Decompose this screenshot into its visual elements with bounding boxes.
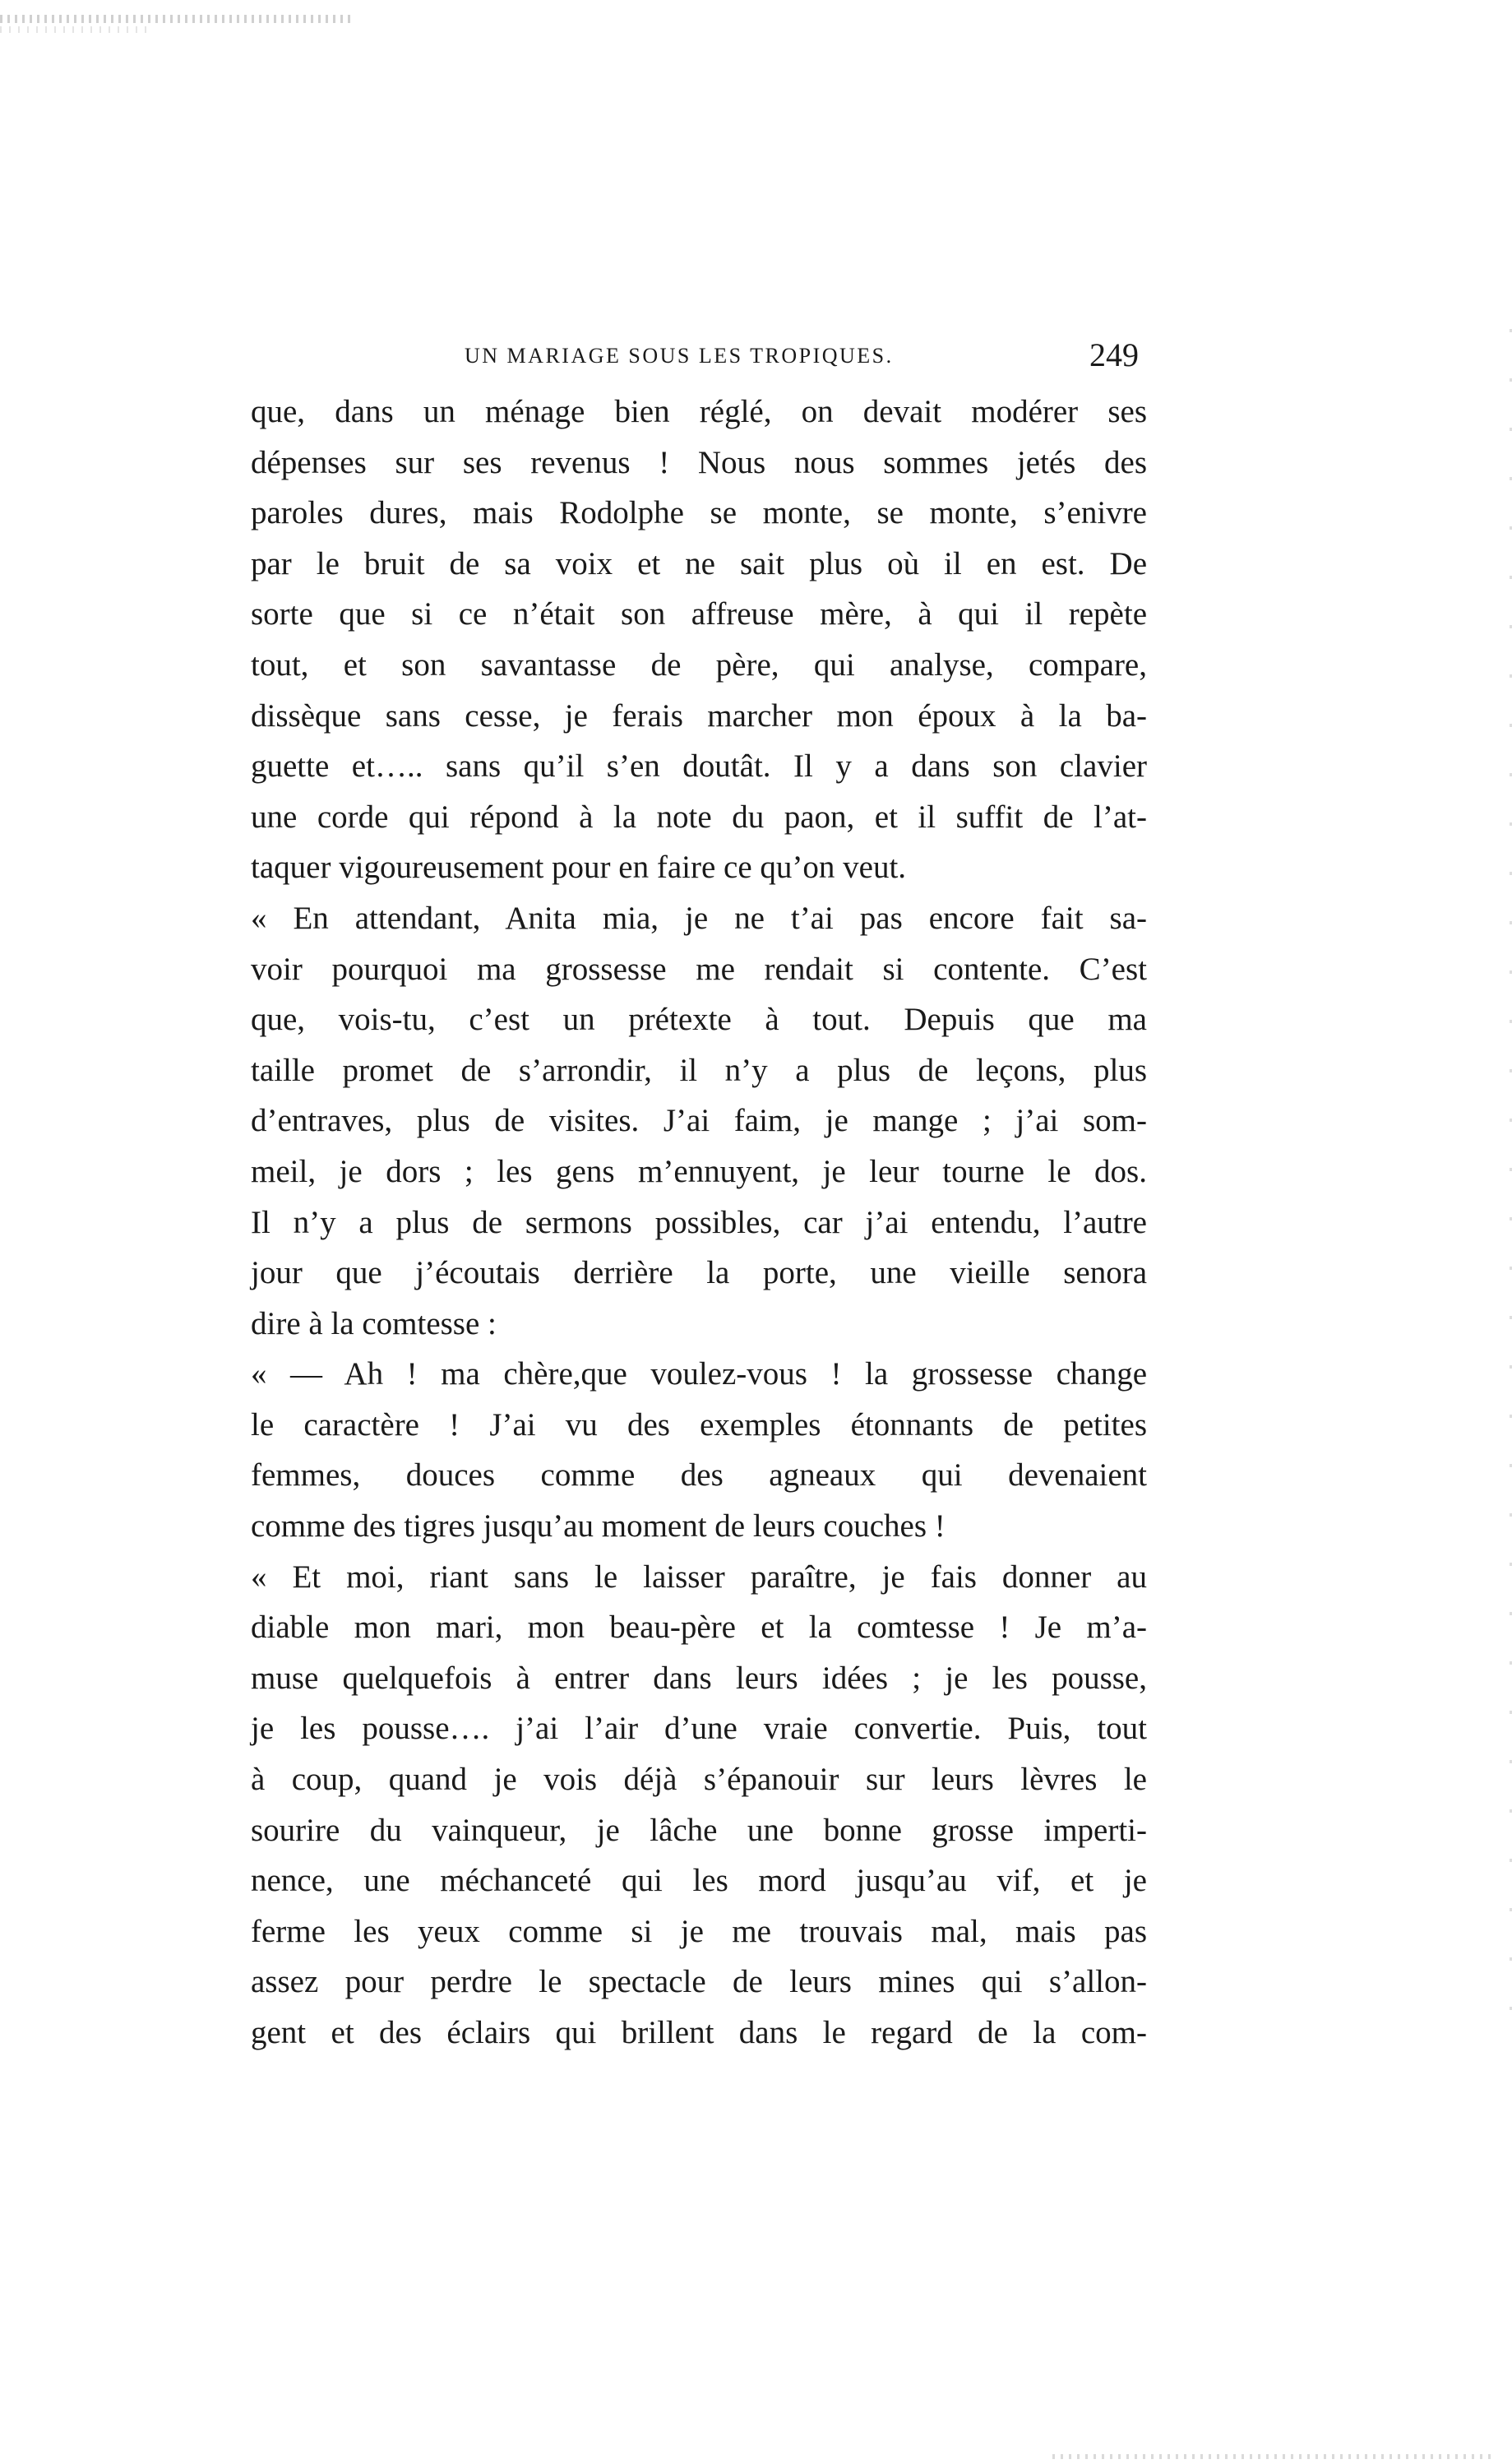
text-line: ferme les yeux comme si je me trouvais mal, mais pas xyxy=(251,1913,1147,1949)
text-line: taille promet de s’arrondir, il n’y a plus de leçons, plus xyxy=(251,1052,1147,1088)
text-line: Il n’y a plus de sermons possibles, car j’ai entendu, l’autre xyxy=(251,1204,1147,1240)
text-line: à coup, quand je vois déjà s’épanouir sur leurs lèvres le xyxy=(251,1762,1147,1798)
text-line: dissèque sans cesse, je ferais marcher mon époux à la ba- xyxy=(251,697,1147,734)
text-line: « Et moi, riant sans le laisser paraître, je fais donner au xyxy=(251,1559,1147,1595)
text-line: d’entraves, plus de visites. J’ai faim, je mange ; j’ai som- xyxy=(251,1103,1147,1139)
text-line: une corde qui répond à la note du paon, et il suffit de l’at- xyxy=(251,799,1147,835)
text-line: que, dans un ménage bien réglé, on devait modérer ses xyxy=(251,394,1147,429)
text-line: dire à la comtesse : xyxy=(251,1305,497,1341)
page-header xyxy=(465,336,1139,385)
scan-artifact xyxy=(0,26,148,33)
text-line: que, vois-tu, c’est un prétexte à tout. Depuis que ma xyxy=(251,1002,1147,1038)
text-line: par le bruit de sa voix et ne sait plus où il en est. De xyxy=(251,545,1147,581)
text-line: le caractère ! J’ai vu des exemples étonnants de petites xyxy=(251,1406,1147,1443)
text-line: guette et….. sans qu’il s’en doutât. Il y a dans son clavier xyxy=(251,748,1147,785)
text-line: diable mon mari, mon beau-père et la comtesse ! Je m’a- xyxy=(251,1609,1147,1646)
text-line: sourire du vainqueur, je lâche une bonne grosse imperti- xyxy=(251,1812,1147,1848)
text-line: sorte que si ce n’était son affreuse mère, à qui il repète xyxy=(251,596,1147,632)
page-number: 249 xyxy=(1089,336,1139,373)
page-edge-artifact xyxy=(1052,2454,1496,2459)
text-line: assez pour perdre le spectacle de leurs mines qui s’allon- xyxy=(251,1964,1147,2000)
text-line: « En attendant, Anita mia, je ne t’ai pas encore fait sa- xyxy=(251,900,1147,936)
text-line: tout, et son savantasse de père, qui analyse, compare, xyxy=(251,646,1147,683)
text-line: muse quelquefois à entrer dans leurs idées ; je les pousse, xyxy=(251,1660,1147,1696)
text-line: jour que j’écoutais derrière la porte, une vieille senora xyxy=(251,1255,1147,1291)
text-line: meil, je dors ; les gens m’ennuyent, je leur tourne le dos. xyxy=(251,1153,1147,1189)
text-line: voir pourquoi ma grossesse me rendait si contente. C’est xyxy=(251,951,1147,987)
text-line: paroles dures, mais Rodolphe se monte, se monte, s’enivre xyxy=(251,495,1147,531)
text-line: gent et des éclairs qui brillent dans le regard de la com- xyxy=(251,2015,1147,2050)
running-head: UN MARIAGE SOUS LES TROPIQUES. xyxy=(465,344,894,368)
text-line: je les pousse…. j’ai l’air d’une vraie convertie. Puis, tout xyxy=(251,1711,1147,1747)
text-line: nence, une méchanceté qui les mord jusqu’au vif, et je xyxy=(251,1863,1147,1899)
text-line: taquer vigoureusement pour en faire ce qu’on veut. xyxy=(251,850,907,886)
text-line: comme des tigres jusqu’au moment de leurs couches ! xyxy=(251,1508,946,1545)
scan-artifact xyxy=(0,15,354,23)
text-line: dépenses sur ses revenus ! Nous nous sommes jetés des xyxy=(251,444,1147,480)
text-line: « — Ah ! ma chère,que voulez-vous ! la grossesse change xyxy=(251,1356,1147,1392)
body-text xyxy=(251,387,1147,2059)
text-line: femmes, douces comme des agneaux qui devenaient xyxy=(251,1457,1147,1494)
